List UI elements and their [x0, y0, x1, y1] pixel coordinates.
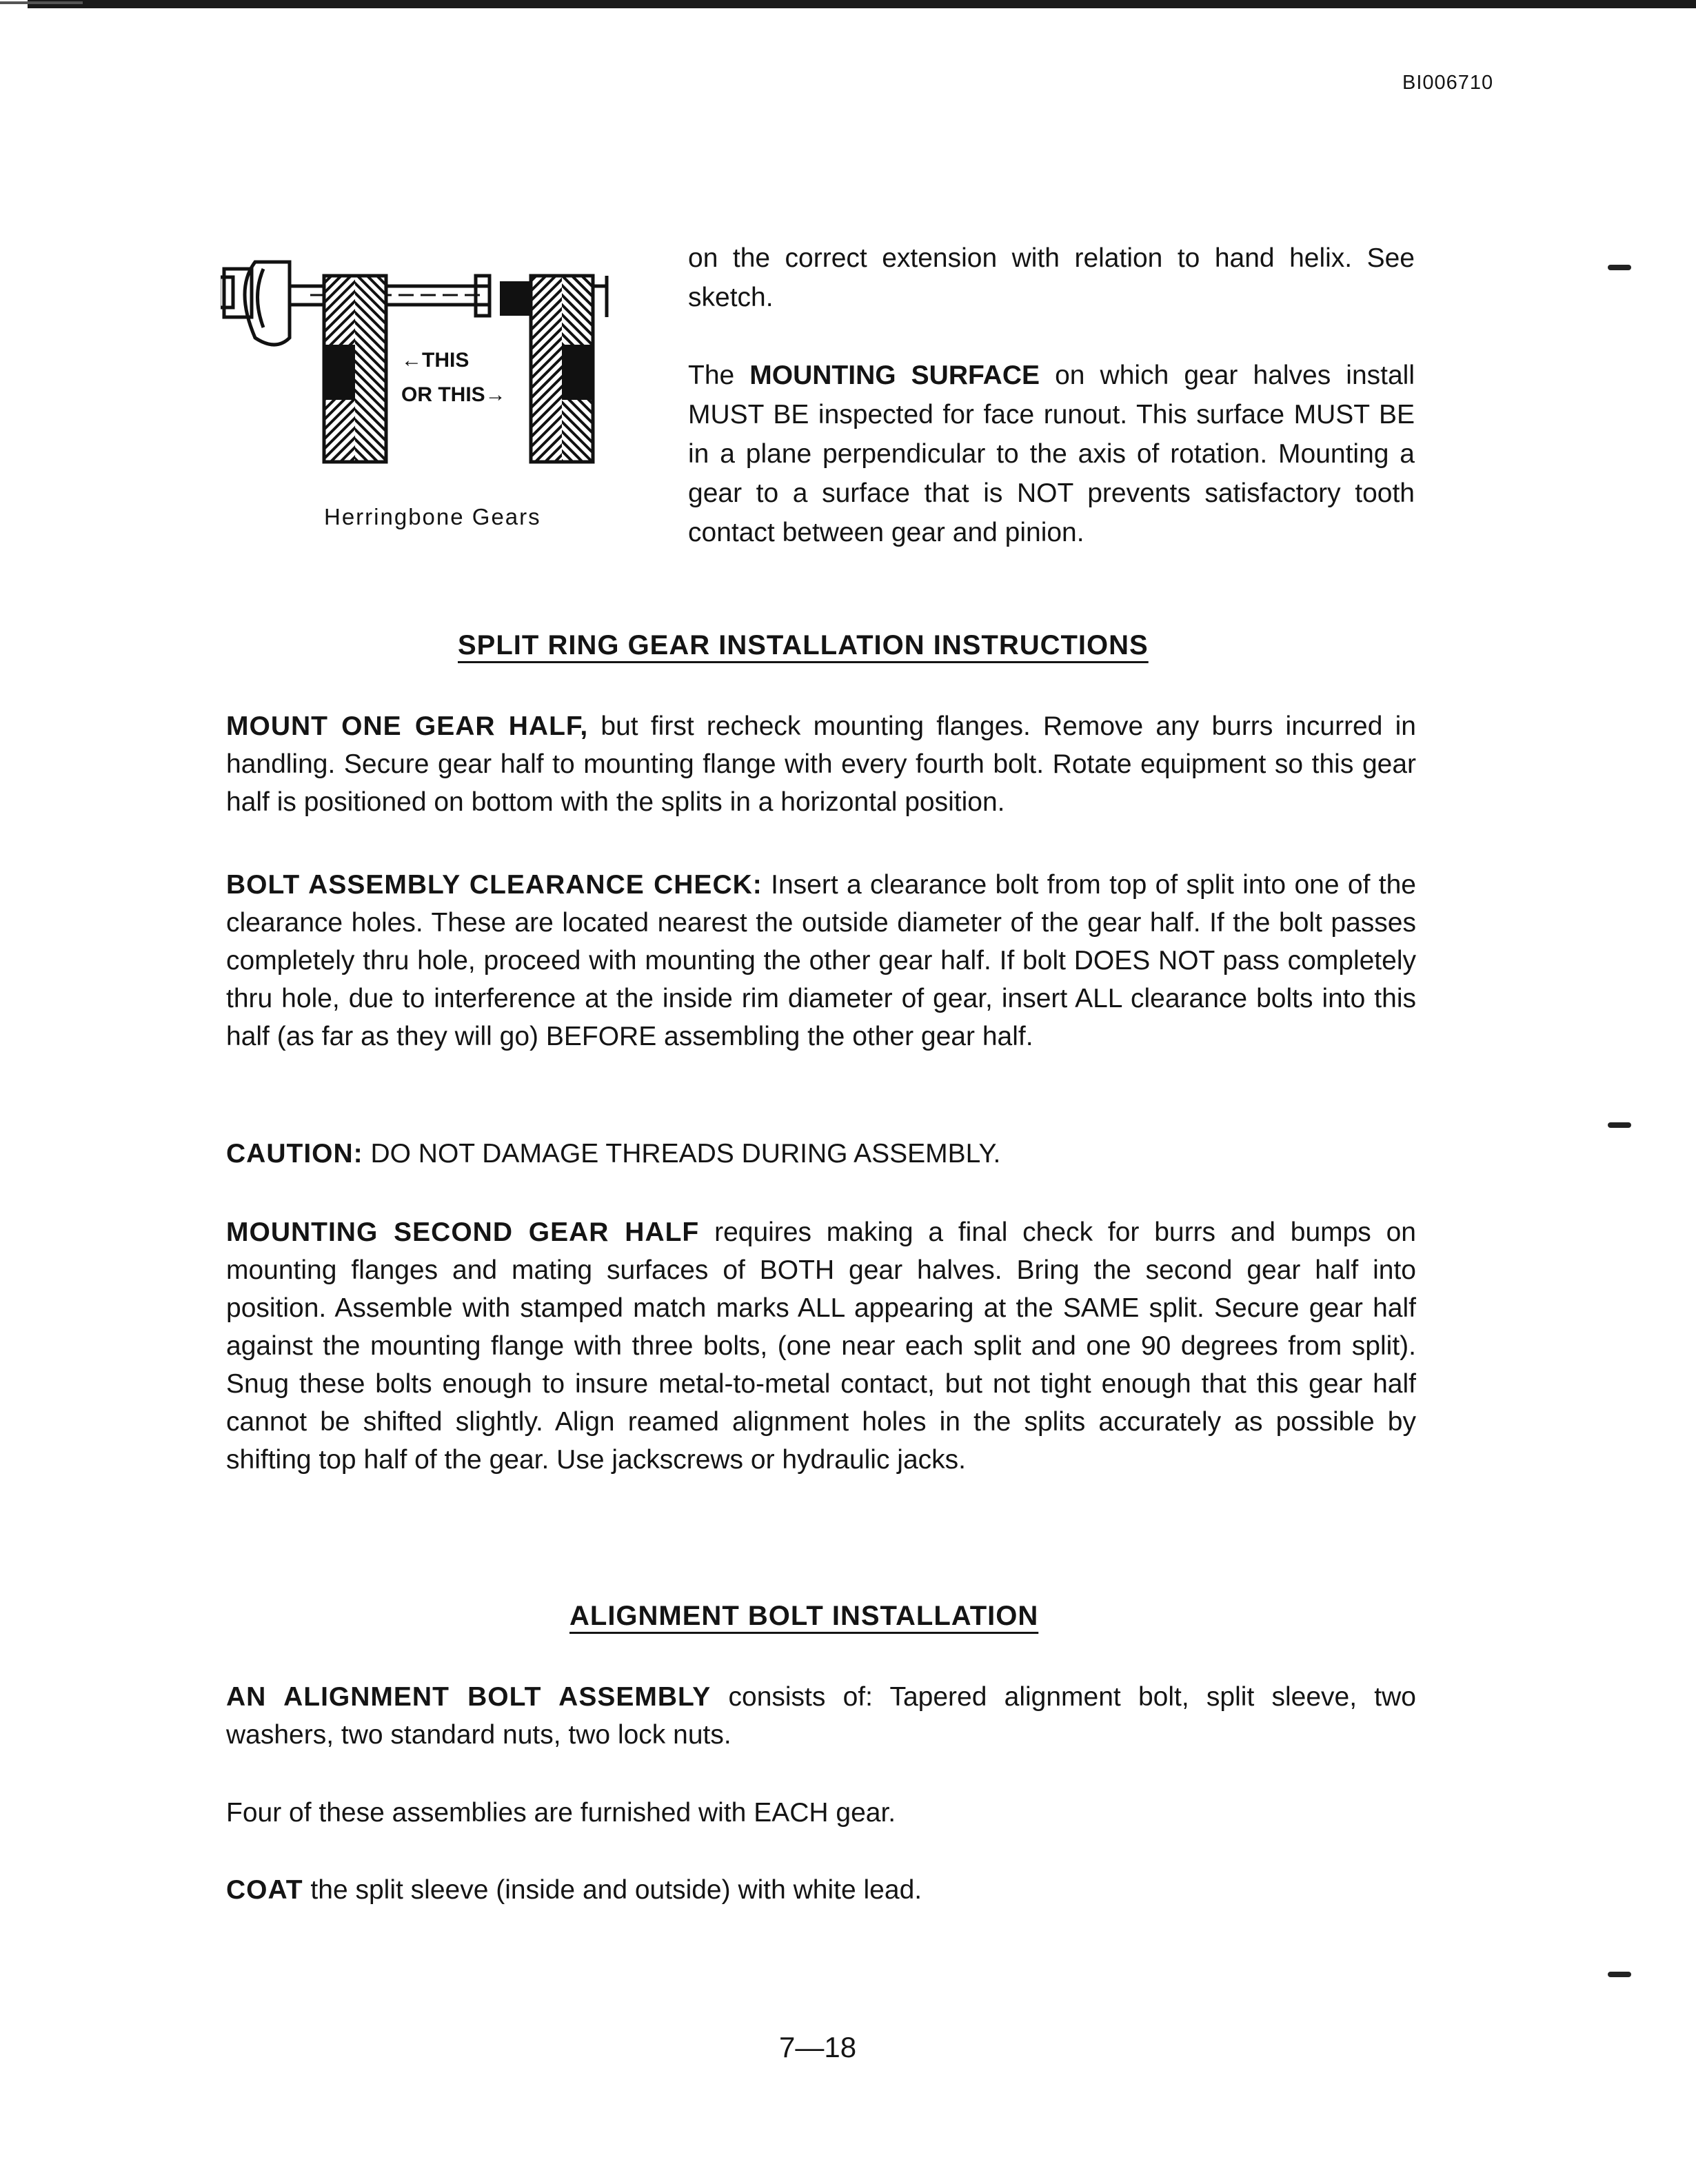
bold-lead: AN ALIGNMENT BOLT ASSEMBLY [226, 1682, 711, 1712]
shaft-icon [290, 276, 489, 316]
intro-body: on which gear halves install MUST BE inspected for face runout. This surface MUST BE in a plane perpendicular to the axis of rotation. Mounting a gear to a surface that is NOT prevents satisfactory tooth contact between gear and pinion. [688, 361, 1415, 547]
paragraph-text: but first recheck mounting flanges. Remove any burrs incurred in handling. Secure gear half to mounting flange with every fourth bolt. Rotate equipment so this gear half is positioned on bottom with the splits in a horizontal position. [226, 711, 1416, 817]
label-or-this: OR THIS→ [401, 383, 506, 406]
scan-margin-mark [1608, 1122, 1631, 1128]
scan-margin-mark [1608, 265, 1631, 270]
document-id: BI006710 [1402, 72, 1494, 94]
paragraph-text: Insert a clearance bolt from top of split into one of the clearance holes. These are located nearest the outside diameter of the gear half. If the bolt passes completely thru hole, proceed with mounting the other gear half. If bolt DOES NOT pass completely thru hole, due to interference at the inside rim diameter of gear, insert ALL clearance bolts into this half (as far as they will go) BEFORE assembling the other gear half. [226, 870, 1416, 1051]
intro-paragraph-2 [688, 356, 1415, 552]
scan-top-border [28, 0, 1696, 8]
page-number: 7—18 [779, 2031, 857, 2063]
bold-lead: MOUNT ONE GEAR HALF, [226, 711, 589, 741]
scan-top-border-fragment [0, 1, 83, 4]
bold-lead: BOLT ASSEMBLY CLEARANCE CHECK: [226, 870, 763, 900]
paragraph-text: consists of: Tapered alignment bolt, split sleeve, two washers, two standard nuts, two lock nuts. [226, 1682, 1416, 1750]
bold-lead: CAUTION: [226, 1139, 363, 1169]
paragraph-text: the split sleeve (inside and outside) with white lead. [303, 1875, 922, 1905]
intro-lead: The [688, 361, 750, 390]
section-heading-alignment-bolt: ALIGNMENT BOLT INSTALLATION [569, 1601, 1039, 1631]
left-gear-icon [324, 276, 386, 462]
paragraph-coat [226, 1871, 1416, 1909]
paragraph-mounting-second [226, 1213, 1416, 1479]
label-this: ←THIS [401, 349, 470, 372]
left-hub-icon [221, 262, 290, 345]
bold-lead: COAT [226, 1875, 303, 1905]
herringbone-gear-sketch [221, 248, 648, 538]
right-gear-icon [500, 276, 607, 462]
intro-bold-term: MOUNTING SURFACE [749, 361, 1040, 390]
paragraph-alignment-assembly [226, 1678, 1416, 1754]
paragraph-text: DO NOT DAMAGE THREADS DURING ASSEMBLY. [363, 1139, 1001, 1169]
paragraph-caution [226, 1135, 1416, 1173]
scan-margin-mark [1608, 1972, 1631, 1977]
paragraph-bolt-clearance [226, 866, 1416, 1055]
figure-caption: Herringbone Gears [324, 504, 541, 529]
paragraph-four-assemblies: Four of these assemblies are furnished with EACH gear. [226, 1798, 896, 1828]
intro-column [688, 239, 1415, 591]
bold-lead: MOUNTING SECOND GEAR HALF [226, 1217, 700, 1247]
intro-paragraph-1: on the correct extension with relation to hand helix. See sketch. [688, 243, 1415, 312]
paragraph-text: requires making a final check for burrs and bumps on mounting flanges and mating surfaces of BOTH gear halves. Bring the second gear half into position. Assemble with stamped match marks ALL appearing at the SAME split. Secure gear half against the mounting flange with three bolts, (one near each split and one 90 degrees from split). Snug these bolts enough to insure metal-to-metal contact, but not tight enough that this gear half cannot be shifted slightly. Align reamed alignment holes in the splits accurately as possible by shifting top half of the gear. Use jackscrews or hydraulic jacks. [226, 1217, 1417, 1475]
paragraph-mount-one-gear [226, 707, 1416, 821]
section-heading-split-ring: SPLIT RING GEAR INSTALLATION INSTRUCTIONS [458, 630, 1149, 660]
